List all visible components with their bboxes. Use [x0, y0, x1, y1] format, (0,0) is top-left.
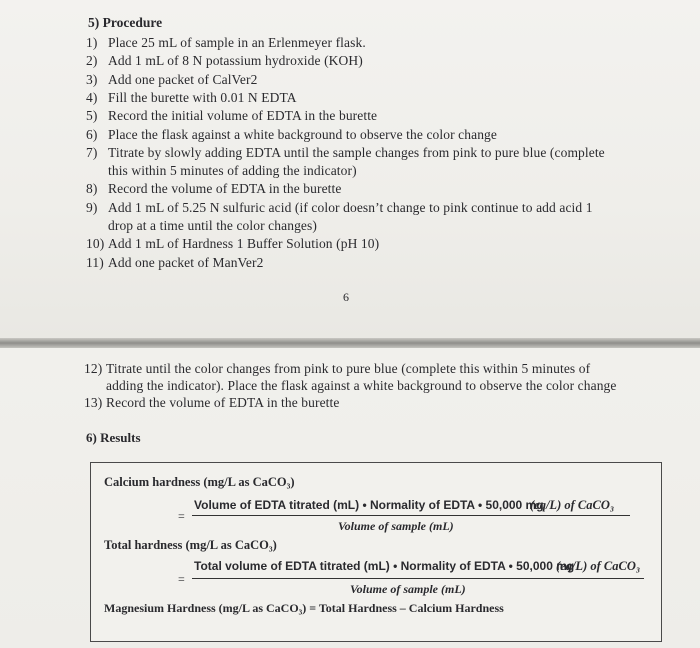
calcium-equals: =: [178, 509, 185, 523]
step-text: Record the volume of EDTA in the burette: [106, 395, 340, 410]
step-number: 1): [86, 35, 98, 50]
procedure-step: [86, 255, 263, 271]
procedure-step: [86, 108, 377, 124]
step-number: 4): [86, 89, 98, 105]
calcium-hardness-label: Calcium hardness (mg/L as CaCO₃): [104, 475, 295, 489]
total-equals: =: [178, 572, 185, 586]
step-text: Add 1 mL of 5.25 N sulfuric acid (if color doesn’t change to pink continue to add acid 1: [108, 199, 593, 215]
step-text: Record the initial volume of EDTA in the burette: [108, 108, 378, 124]
step-text: Add one packet of ManVer2: [108, 254, 264, 270]
calcium-numerator: Volume of EDTA titrated (mL) • Normality of EDTA • 50,000 mg: [194, 498, 544, 512]
step-number: 10): [86, 236, 105, 252]
page-divider: [0, 338, 700, 348]
step-text: Place the flask against a white background to observe the color change: [108, 126, 497, 142]
step-number: 12): [84, 361, 103, 376]
procedure-step: [86, 53, 363, 69]
procedure-step: [84, 361, 590, 377]
procedure-step: [86, 90, 297, 106]
procedure-step: [86, 145, 605, 161]
procedure-step: [86, 181, 341, 197]
total-fraction-bar: [192, 578, 644, 579]
results-heading: 6) Results: [86, 430, 141, 445]
step-text: Add 1 mL of 8 N potassium hydroxide (KOH): [108, 53, 363, 69]
magnesium-hardness-formula: Magnesium Hardness (mg/L as CaCO₃) = Total Hardness – Calcium Hardness: [104, 601, 504, 615]
procedure-step: [86, 236, 379, 252]
procedure-step: [86, 200, 593, 216]
calcium-fraction-bar: [192, 515, 630, 516]
step-number: 8): [86, 181, 98, 197]
step-number: 3): [86, 71, 98, 87]
page-number: 6: [343, 290, 349, 304]
step-text: Record the volume of EDTA in the burette: [108, 181, 342, 197]
step-number: 13): [84, 395, 103, 410]
step-text: Titrate by slowly adding EDTA until the sample changes from pink to pure blue (complete: [108, 144, 605, 160]
step-number: 6): [86, 126, 98, 142]
step-number: 9): [86, 199, 98, 215]
step-continuation: drop at a time until the color changes): [108, 218, 317, 233]
total-unit: (eq/L) of CaCO₃: [556, 559, 641, 573]
step-text: Titrate until the color changes from pink to pure blue (complete this within 5 minutes of: [106, 361, 591, 376]
step-number: 7): [86, 144, 98, 160]
step-text: Fill the burette with 0.01 N EDTA: [108, 89, 297, 105]
total-hardness-label: Total hardness (mg/L as CaCO₃): [104, 538, 277, 552]
total-numerator: Total volume of EDTA titrated (mL) • Normality of EDTA • 50,000 mg: [194, 559, 575, 573]
procedure-step: [86, 72, 257, 88]
step-text: Add 1 mL of Hardness 1 Buffer Solution (pH 10): [108, 236, 380, 252]
procedure-step: [84, 395, 339, 411]
step-number: 2): [86, 53, 98, 69]
step-number: 11): [86, 254, 104, 270]
calcium-unit: (eq/L) of CaCO₃: [530, 498, 615, 512]
procedure-step: [86, 35, 366, 51]
step-continuation: this within 5 minutes of adding the indicator): [108, 163, 357, 179]
step-continuation: adding the indicator). Place the flask against a white background to observe the color change: [106, 378, 617, 393]
calcium-denominator: Volume of sample (mL): [338, 519, 454, 533]
step-number: 5): [86, 108, 98, 124]
step-text: Add one packet of CalVer2: [108, 71, 258, 87]
procedure-heading: 5) Procedure: [88, 15, 163, 30]
step-text: Place 25 mL of sample in an Erlenmeyer flask.: [108, 35, 366, 50]
total-denominator: Volume of sample (mL): [350, 582, 466, 596]
procedure-step: [86, 127, 497, 143]
